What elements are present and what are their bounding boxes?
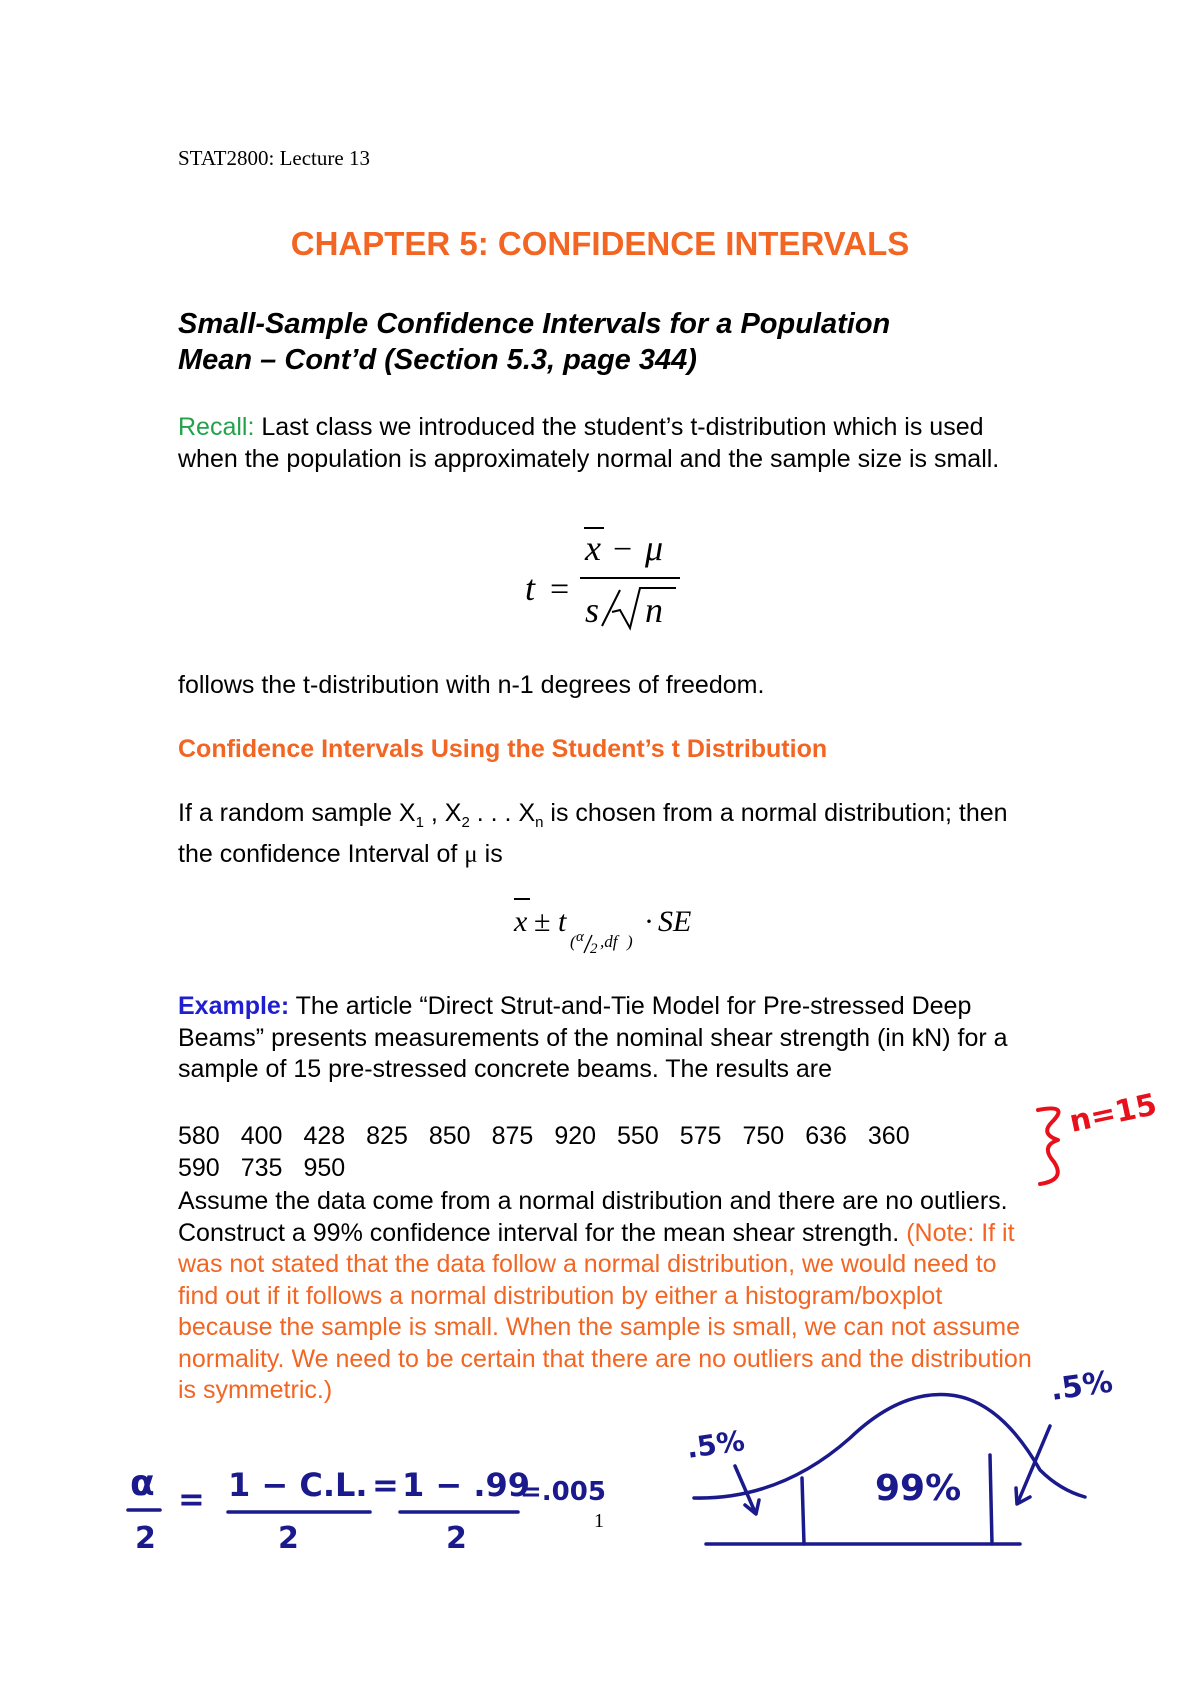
subtitle-line-2: Mean – Cont’d (Section 5.3, page 344) (178, 344, 697, 376)
ci-alpha: α (576, 929, 584, 945)
recall-text: Last class we introduced the student’s t-distribution which is used when the population is approximately normal and the sample size is small. (178, 413, 1000, 473)
handwritten-one-minus-cl: 1 − C.L. (228, 1466, 368, 1504)
formula-t-mu: μ (645, 528, 664, 568)
ci-section-heading: Confidence Intervals Using the Student’s t Distribution (178, 735, 828, 763)
handwritten-equals-2: = (372, 1466, 399, 1504)
handwritten-alpha: α (130, 1463, 155, 1504)
handwritten-one-minus-99: 1 − .99 (402, 1466, 531, 1504)
sample-text-2: , X (423, 799, 462, 827)
sample-sub-n: n (535, 814, 544, 831)
data-value: 428 (303, 1122, 346, 1150)
sample-text-1: If a random sample X (178, 799, 416, 827)
formula-t-lhs: t (525, 568, 536, 608)
data-value: 580 (178, 1122, 220, 1150)
example-label: Example: (178, 992, 290, 1020)
data-value: 825 (366, 1122, 408, 1150)
handwritten-two-a: 2 (135, 1521, 156, 1556)
handwritten-n-equals: n=15 (1066, 1087, 1160, 1140)
data-value: 360 (867, 1122, 910, 1150)
sample-sub-1: 1 (415, 814, 424, 831)
ci-two: 2 (590, 941, 598, 957)
red-brace (1038, 1109, 1058, 1185)
lecture-header: STAT2800: Lecture 13 (178, 146, 370, 170)
handwritten-two-c: 2 (446, 1521, 467, 1556)
ci-plus-minus: ± (534, 905, 551, 938)
formula-t-x: x (585, 528, 601, 568)
right-tail-arrow (1018, 1426, 1050, 1502)
right-cutoff-line (990, 1455, 992, 1544)
recall-label: Recall: (178, 413, 255, 441)
formula-t-equals: = (550, 571, 570, 608)
handwritten-equals-1: = (178, 1480, 205, 1518)
data-value: 590 (178, 1154, 220, 1182)
sample-mu: μ (464, 840, 478, 868)
data-value: 920 (554, 1122, 597, 1150)
assume-note: (Note: If it was not stated that the data follow a normal distribution, we would need to find out if it follows a normal distribution by either a histogram/boxplot because the sample is small. When the sample is small, we can not assume normality. We need to be certain that there are no outliers and the distribution is symmetric.) (178, 1218, 1032, 1404)
data-value: 735 (240, 1154, 283, 1182)
handwritten-right-tail: .5% (1048, 1364, 1115, 1408)
data-value: 850 (428, 1122, 471, 1150)
handwritten-result: =.005 (520, 1477, 606, 1507)
sample-sub-2: 2 (461, 814, 470, 831)
subtitle-line-1: Small-Sample Confidence Intervals for a Population (178, 308, 891, 340)
sample-text-4: is chosen from a normal distribution; then the confidence Interval of (178, 799, 1008, 868)
formula-t-minus: − (613, 531, 633, 568)
ci-se: SE (658, 905, 692, 938)
example-text: The article “Direct Strut-and-Tie Model for Pre-stressed Deep Beams” presents measurements of the nominal shear strength (in kN) for a sample of 15 pre-stressed concrete beams. The results are (178, 992, 1008, 1083)
data-value: 950 (303, 1154, 346, 1182)
sample-text-3: . . . X (469, 799, 536, 827)
ci-x: x (514, 905, 528, 938)
ci-dot: · (644, 905, 654, 938)
handwritten-two-b: 2 (278, 1521, 299, 1556)
left-cutoff-line (802, 1478, 804, 1544)
data-value: 550 (617, 1122, 659, 1150)
sample-text-5: is (477, 839, 503, 868)
ci-t: t (558, 905, 567, 938)
formula-t-s: s (585, 590, 600, 630)
data-value: 636 (805, 1122, 847, 1150)
assume-text: Assume the data come from a normal distribution and there are no outliers. Construct a 99% confidence interval for the mean shear strength. (178, 1187, 1008, 1247)
handwritten-center-percent: 99% (875, 1468, 962, 1509)
follows-text: follows the t-distribution with n-1 degrees of freedom. (178, 671, 765, 699)
formula-t-n: n (645, 590, 663, 630)
data-value: 750 (742, 1122, 785, 1150)
ci-df: ,df (600, 932, 618, 951)
ci-sub-open: ( (570, 932, 576, 951)
data-value: 575 (679, 1122, 722, 1150)
chapter-title: CHAPTER 5: CONFIDENCE INTERVALS (290, 225, 910, 262)
ci-sub-close: ) (627, 932, 633, 951)
handwritten-left-tail: .5% (684, 1424, 747, 1465)
page-number: 1 (594, 1510, 604, 1532)
data-value: 400 (240, 1122, 283, 1150)
data-value: 875 (491, 1122, 534, 1150)
